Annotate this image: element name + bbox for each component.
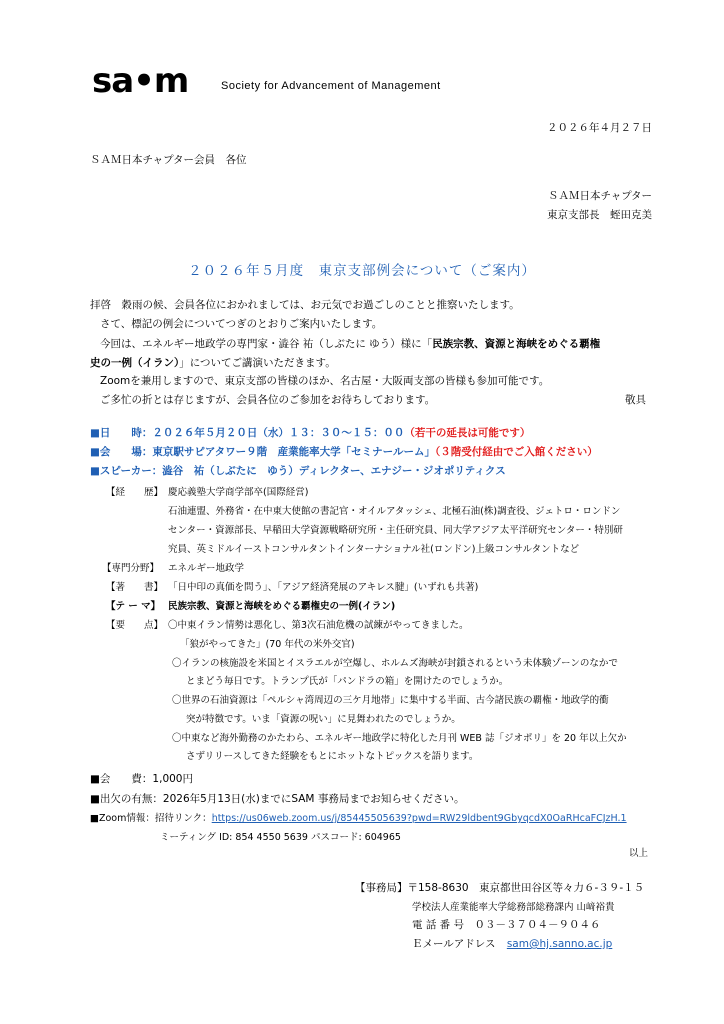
theme-highlight: 史の一例（イラン） xyxy=(90,357,180,369)
sam-logo: sa•m xyxy=(92,61,189,101)
zoom-meeting: ミーティング ID: 854 4550 5639 パスコード: 604965 xyxy=(160,832,401,843)
intro-line: Zoomを兼用しますので、東京支部の皆様のほか、名古屋・大阪両支部の皆様も参加可能です。 xyxy=(100,375,550,387)
point-item: とまどう毎日です。トランプ氏が「パンドラの箱」を開けたのでしょうか。 xyxy=(186,676,509,687)
books-value: 「日中印の真価を問う」、「アジア経済発展のアキレス腱」(いずれも共著) xyxy=(168,582,479,593)
office-address: 〒158-8630 東京都世田谷区等々力６-３９-１５ xyxy=(407,882,645,894)
date-value: ２０２６年５月２０日（水）１３：３０～１５：００ xyxy=(152,427,405,439)
event-venue xyxy=(90,444,598,459)
career-line: センター・資源部長、早稲田大学資源戦略研究所・主任研究員、同大学アジア太平洋研究センター・特別研 xyxy=(168,525,623,536)
office-label: 【事務局】 xyxy=(355,882,408,894)
page-title: ２０２６年５月度 東京支部例会について（ご案内） xyxy=(188,263,536,279)
office-address-line xyxy=(355,880,644,895)
intro-line: ご多忙の折とは存じますが、会員各位のご参加をお待ちしております。 xyxy=(100,394,436,406)
point-item: 〇中東イラン情勢は悪化し、第3次石油危機の試練がやってきました。 xyxy=(168,620,469,631)
zoom-link[interactable]: https://us06web.zoom.us/j/85445505639?pwd=RW29ldbent9GbyqcdX0OaRHcaFCJzH.1 xyxy=(211,813,627,824)
field-label: 【専門分野】 xyxy=(102,563,160,574)
point-item: 突が特徴です。いま「資源の呪い」に見舞われたのでしょうか。 xyxy=(186,714,461,725)
career-label: 【経 歴】 xyxy=(106,487,164,498)
field-value: エネルギー地政学 xyxy=(168,563,245,574)
fee-label: ■会 費： xyxy=(90,773,153,785)
org-name: Society for Advancement of Management xyxy=(221,80,441,92)
office-phone: 電 話 番 号 ０３－３７０４－９０４６ xyxy=(412,919,601,931)
event-date xyxy=(90,425,530,440)
date-label: ■日 時： xyxy=(90,427,153,439)
point-item: 〇中東など海外勤務のかたわら、エネルギー地政学に特化した月刊 WEB 誌「ジオポリ」を 20 年以上欠か xyxy=(172,733,627,744)
sender-org: ＳＡＭ日本チャプター xyxy=(548,190,652,202)
zoom-label: ■Zoom情報：招待リンク： xyxy=(90,813,212,824)
closing-keigu: 敬具 xyxy=(625,394,646,406)
addressee: ＳＡＭ日本チャプター会員 各位 xyxy=(90,154,247,166)
venue-value: 東京駅サピアタワー９階 産業能率大学「セミナールーム」 xyxy=(152,446,435,458)
office-dept: 学校法人産業能率大学総務部総務課内 山﨑裕貴 xyxy=(412,902,615,913)
date-note: （若干の延長は可能です） xyxy=(404,427,531,439)
career-line: 石油連盟、外務省・在中東大使館の書記官・オイルアタッシェ、北極石油(株)調査役、ジェトロ・ロンドン xyxy=(168,506,621,517)
point-item: 〇イランの核施設を米国とイスラエルが空爆し、ホルムズ海峡が封鎖されるという未体験ゾーンのなかで xyxy=(172,658,618,669)
letter-date: ２０２６年４月２７日 xyxy=(547,122,652,134)
intro-text: 」についてご講演いただきます。 xyxy=(179,357,336,369)
career-line: 慶応義塾大学商学部卒(国際経営) xyxy=(168,487,309,498)
point-item: さずリリースしてきた経験をもとにホットなトピックスを語ります。 xyxy=(186,751,479,762)
speaker-label: ■スピーカー： xyxy=(90,465,163,477)
point-item: 「狼がやってきた」(70 年代の米外交官) xyxy=(180,639,355,650)
intro-line: 拝啓 穀雨の候、会員各位におかれましては、お元気でお過ごしのことと推察いたします。 xyxy=(90,299,520,311)
office-email-line xyxy=(412,936,612,951)
email-link[interactable]: sam@hj.sanno.ac.jp xyxy=(506,938,613,950)
fee-value: 1,000円 xyxy=(152,773,193,785)
venue-note: （３階受付経由でご入館ください） xyxy=(434,446,598,458)
sender-name: 東京支部長 蛭田克美 xyxy=(547,209,652,221)
intro-line xyxy=(100,336,600,351)
points-label: 【要 点】 xyxy=(106,620,164,631)
books-label: 【著 書】 xyxy=(106,582,164,593)
rsvp: ■出欠の有無：2026年5月13日(水)までにSAM 事務局までお知らせください。 xyxy=(90,793,465,805)
venue-label: ■会 場： xyxy=(90,446,153,458)
theme-label: 【テ ー マ】 xyxy=(106,601,161,612)
theme-value: 民族宗教、資源と海峡をめぐる覇権史の一例(イラン) xyxy=(168,601,396,612)
theme-highlight: 民族宗教、資源と海峡をめぐる覇権 xyxy=(432,338,601,350)
career-line: 究員、英ミドルイーストコンサルタントインターナショナル社(ロンドン)上級コンサルタントなど xyxy=(168,544,580,555)
zoom-info xyxy=(90,810,627,824)
email-label: Ｅメールアドレス xyxy=(412,938,496,950)
intro-text: 今回は、エネルギー地政学の専門家・澁谷 祐（しぶたに ゆう）様に「 xyxy=(100,338,433,350)
intro-line xyxy=(90,355,336,370)
event-speaker xyxy=(90,463,506,478)
point-item: 〇世界の石油資源は「ペルシャ湾周辺の三ケ月地帯」に集中する半面、古今諸民族の覇権・地政学的衝 xyxy=(172,695,609,706)
fee xyxy=(90,771,193,786)
end-mark: 以上 xyxy=(628,848,648,859)
intro-line: さて、標記の例会についてつぎのとおりご案内いたします。 xyxy=(100,318,383,330)
speaker-value: 澁谷 祐（しぶたに ゆう）ディレクター、エナジー・ジオポリティクス xyxy=(162,465,506,477)
